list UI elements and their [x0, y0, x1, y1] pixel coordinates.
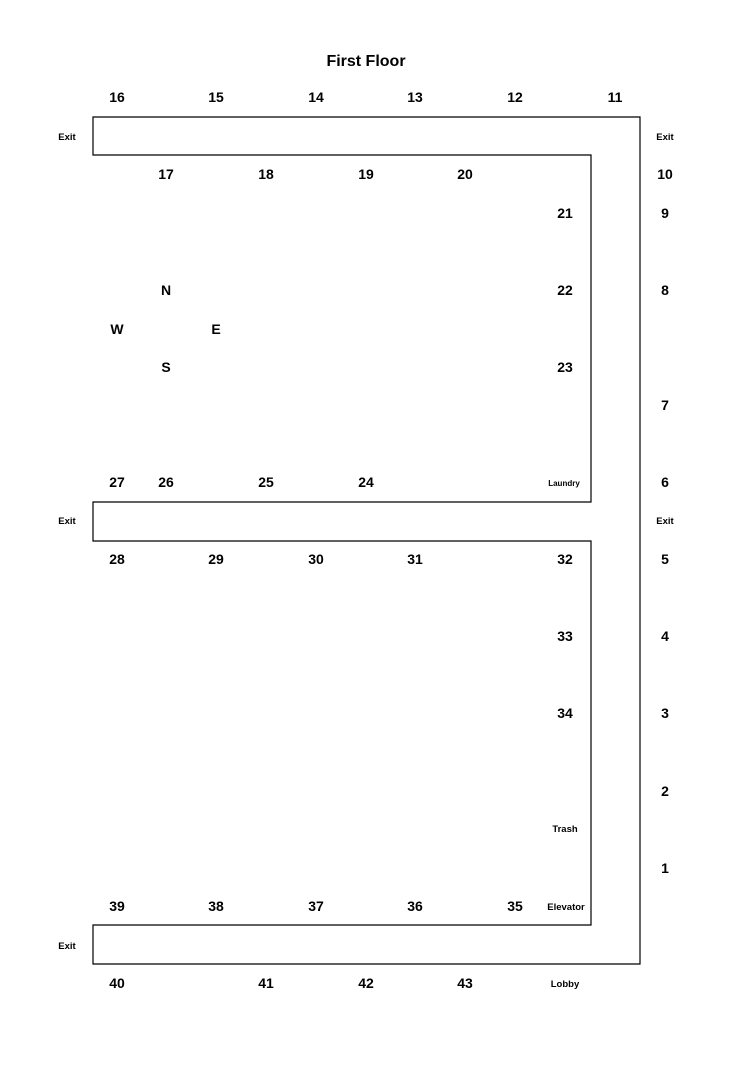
room-37: 37 [308, 898, 324, 914]
room-4: 4 [661, 628, 669, 644]
room-20: 20 [457, 166, 473, 182]
room-8: 8 [661, 282, 669, 298]
lobby-label: Lobby [550, 979, 580, 990]
laundry-label: Laundry [548, 479, 580, 488]
room-22: 22 [557, 282, 573, 298]
room-numbers [109, 89, 673, 991]
room-1: 1 [661, 860, 669, 876]
exit-middle-left: Exit [58, 516, 76, 527]
compass-rose [110, 282, 220, 375]
room-29: 29 [208, 551, 224, 567]
room-30: 30 [308, 551, 324, 567]
room-34: 34 [557, 705, 573, 721]
exit-bottom-left: Exit [58, 941, 76, 952]
room-38: 38 [208, 898, 224, 914]
room-10: 10 [657, 166, 673, 182]
room-36: 36 [407, 898, 423, 914]
room-18: 18 [258, 166, 274, 182]
room-3: 3 [661, 705, 669, 721]
room-15: 15 [208, 89, 224, 105]
room-24: 24 [358, 474, 374, 490]
room-42: 42 [358, 975, 374, 991]
exits [58, 132, 674, 952]
room-31: 31 [407, 551, 423, 567]
compass-west: W [110, 321, 124, 337]
room-21: 21 [557, 205, 573, 221]
room-25: 25 [258, 474, 274, 490]
room-5: 5 [661, 551, 669, 567]
room-13: 13 [407, 89, 423, 105]
room-32: 32 [557, 551, 573, 567]
room-11: 11 [607, 89, 623, 105]
room-35: 35 [507, 898, 523, 914]
room-27: 27 [109, 474, 125, 490]
room-19: 19 [358, 166, 374, 182]
exit-top-right: Exit [656, 132, 674, 143]
building-walls [93, 117, 640, 964]
outer-wall [93, 117, 640, 964]
elevator-label: Elevator [547, 902, 585, 913]
room-6: 6 [661, 474, 669, 490]
room-2: 2 [661, 783, 669, 799]
room-33: 33 [557, 628, 573, 644]
room-43: 43 [457, 975, 473, 991]
exit-middle-right: Exit [656, 516, 674, 527]
compass-north: N [160, 282, 172, 298]
compass-south: S [161, 359, 171, 375]
room-12: 12 [507, 89, 523, 105]
room-14: 14 [308, 89, 324, 105]
room-17: 17 [158, 166, 174, 182]
exit-top-left: Exit [58, 132, 76, 143]
room-40: 40 [109, 975, 125, 991]
room-28: 28 [109, 551, 125, 567]
room-39: 39 [109, 898, 125, 914]
trash-label: Trash [552, 824, 578, 835]
floor-title: First Floor [326, 53, 406, 70]
room-7: 7 [661, 397, 669, 413]
room-23: 23 [557, 359, 573, 375]
room-9: 9 [661, 205, 669, 221]
compass-east: E [211, 321, 221, 337]
room-26: 26 [158, 474, 174, 490]
room-41: 41 [258, 975, 274, 991]
room-16: 16 [109, 89, 125, 105]
